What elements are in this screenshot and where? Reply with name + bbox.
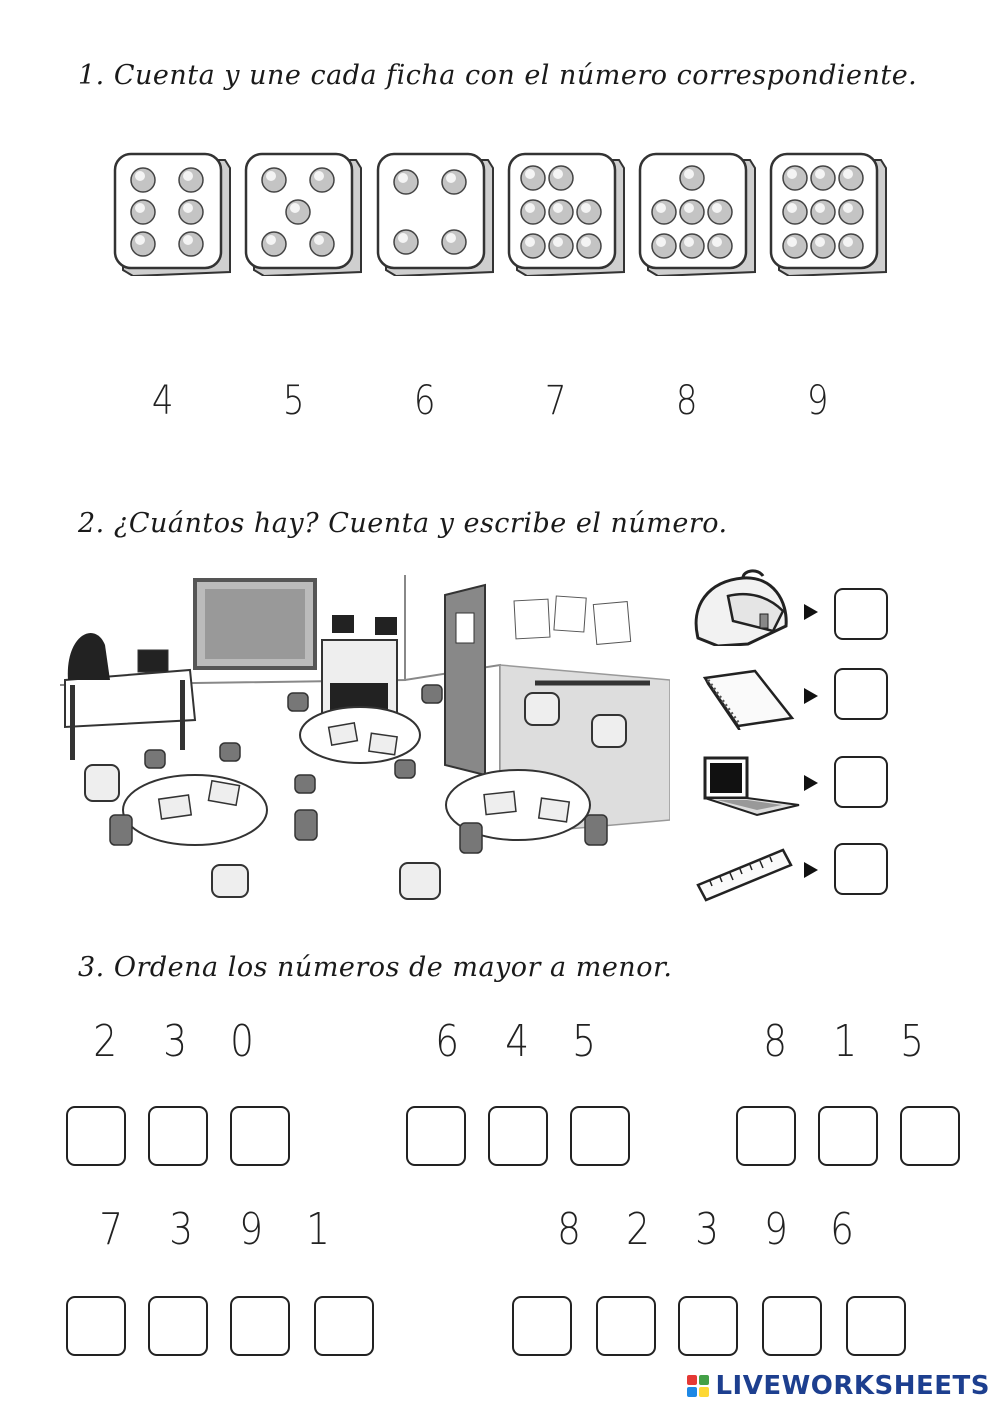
instruction-3: 3. Ordena los números de mayor a menor. xyxy=(78,952,673,983)
order-answer-box[interactable] xyxy=(148,1296,208,1356)
instruction-2: 2. ¿Cuántos hay? Cuenta y escribe el número. xyxy=(78,508,728,539)
laptop-icon xyxy=(697,755,802,820)
digit: 8 xyxy=(763,1016,788,1067)
die-card[interactable] xyxy=(244,152,362,276)
number-sequence xyxy=(430,1016,598,1067)
count-answer-notebook[interactable] xyxy=(834,668,888,720)
die-card[interactable] xyxy=(769,152,887,276)
digit: 2 xyxy=(626,1204,650,1255)
digit: 1 xyxy=(833,1016,858,1067)
brand-logo[interactable] xyxy=(687,1371,990,1401)
digit: 5 xyxy=(572,1016,596,1067)
order-answer-box[interactable] xyxy=(736,1106,796,1166)
order-answer-box[interactable] xyxy=(148,1106,208,1166)
order-answer-box[interactable] xyxy=(570,1106,630,1166)
number-choice[interactable]: 4 xyxy=(151,378,174,424)
count-answer-backpack[interactable] xyxy=(834,588,888,640)
order-answer-box[interactable] xyxy=(406,1106,466,1166)
order-answer-box[interactable] xyxy=(488,1106,548,1166)
digit: 5 xyxy=(900,1016,924,1067)
arrow-icon xyxy=(804,688,818,704)
die-card[interactable] xyxy=(507,152,625,276)
digit: 1 xyxy=(306,1204,330,1255)
ruler-icon xyxy=(695,845,795,907)
die-card[interactable] xyxy=(376,152,494,276)
arrow-icon xyxy=(804,862,818,878)
order-answer-box[interactable] xyxy=(762,1296,822,1356)
order-answer-box[interactable] xyxy=(230,1106,290,1166)
digit: 3 xyxy=(169,1204,194,1255)
logo-mark-icon xyxy=(687,1375,709,1397)
count-answer-ruler[interactable] xyxy=(834,843,888,895)
die-card[interactable] xyxy=(113,152,231,276)
notebook-icon xyxy=(700,668,795,730)
arrow-icon xyxy=(804,604,818,620)
brand-name: LIVEWORKSHEETS xyxy=(715,1371,990,1401)
backpack-icon xyxy=(688,566,793,646)
digit: 3 xyxy=(163,1016,188,1067)
order-answer-box[interactable] xyxy=(66,1296,126,1356)
digit: 2 xyxy=(93,1016,118,1067)
number-sequence xyxy=(88,1016,256,1067)
number-choice[interactable]: 9 xyxy=(806,378,829,424)
order-answer-box[interactable] xyxy=(230,1296,290,1356)
count-answer-laptop[interactable] xyxy=(834,756,888,808)
order-answer-box[interactable] xyxy=(678,1296,738,1356)
classroom-illustration xyxy=(60,575,670,915)
number-sequence xyxy=(758,1016,926,1067)
number-choice[interactable]: 7 xyxy=(544,378,567,424)
number-choice[interactable]: 8 xyxy=(675,378,698,424)
digit: 7 xyxy=(99,1204,124,1255)
number-choice[interactable]: 5 xyxy=(282,378,305,424)
digit: 8 xyxy=(557,1204,581,1255)
instruction-1: 1. Cuenta y une cada ficha con el número correspondiente. xyxy=(78,60,918,91)
order-answer-box[interactable] xyxy=(66,1106,126,1166)
digit: 9 xyxy=(764,1204,788,1255)
digit: 9 xyxy=(239,1204,264,1255)
arrow-icon xyxy=(804,775,818,791)
digit: 0 xyxy=(230,1016,254,1067)
die-card[interactable] xyxy=(638,152,756,276)
digit: 4 xyxy=(505,1016,530,1067)
number-sequence xyxy=(552,1204,856,1255)
order-answer-box[interactable] xyxy=(314,1296,374,1356)
digit: 6 xyxy=(830,1204,854,1255)
digit: 3 xyxy=(695,1204,719,1255)
order-answer-box[interactable] xyxy=(818,1106,878,1166)
order-answer-box[interactable] xyxy=(596,1296,656,1356)
digit: 6 xyxy=(435,1016,460,1067)
order-answer-box[interactable] xyxy=(900,1106,960,1166)
number-choice[interactable]: 6 xyxy=(413,378,436,424)
number-sequence xyxy=(94,1204,332,1255)
order-answer-box[interactable] xyxy=(846,1296,906,1356)
order-answer-box[interactable] xyxy=(512,1296,572,1356)
